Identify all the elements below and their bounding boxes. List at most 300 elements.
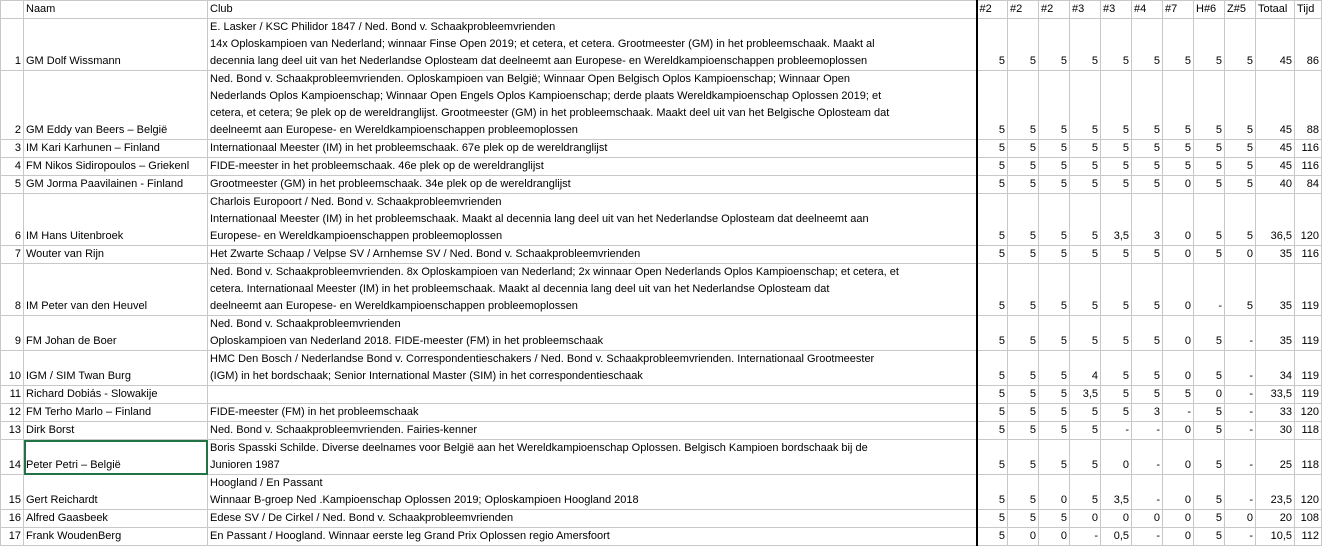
cell-score-round-5[interactable]: 5 <box>1101 351 1132 386</box>
cell-score-round-9[interactable]: - <box>1225 386 1256 404</box>
cell-score-round-2[interactable]: 5 <box>1008 158 1039 176</box>
cell-score-round-4[interactable]: 5 <box>1070 475 1101 510</box>
cell-score-round-6[interactable]: 3 <box>1132 404 1163 422</box>
table-row <box>1 440 1322 475</box>
cell-tijd[interactable]: 84 <box>1295 176 1322 194</box>
cell-score-round-4[interactable]: 5 <box>1070 422 1101 440</box>
table-row <box>1 176 1322 194</box>
header-club[interactable]: Club <box>208 1 977 19</box>
cell-score-round-8[interactable]: 5 <box>1194 19 1225 71</box>
cell-totaal[interactable]: 25 <box>1256 440 1295 475</box>
cell-tijd[interactable]: 116 <box>1295 246 1322 264</box>
table-row <box>1 510 1322 528</box>
cell-score-round-2[interactable]: 5 <box>1008 510 1039 528</box>
table-row <box>1 386 1322 404</box>
cell-club[interactable] <box>208 316 977 351</box>
cell-score-round-4[interactable]: 5 <box>1070 19 1101 71</box>
cell-rank[interactable]: 11 <box>1 386 24 404</box>
cell-club[interactable] <box>208 528 977 546</box>
cell-score-round-9[interactable]: - <box>1225 404 1256 422</box>
cell-score-round-7[interactable]: 5 <box>1163 140 1194 158</box>
club-line: deelneemt aan Europese- en Wereldkampioenschappen probleemoplossen <box>210 300 578 312</box>
cell-score-round-4[interactable]: 5 <box>1070 71 1101 140</box>
cell-score-round-2[interactable]: 5 <box>1008 246 1039 264</box>
cell-score-round-1[interactable]: 5 <box>977 158 1008 176</box>
cell-tijd[interactable]: 118 <box>1295 422 1322 440</box>
cell-naam[interactable]: FM Johan de Boer <box>24 316 208 351</box>
cell-score-round-5[interactable]: 5 <box>1101 246 1132 264</box>
cell-score-round-3[interactable]: 5 <box>1039 246 1070 264</box>
club-line: Boris Spasski Schilde. Diverse deelnames voor België aan het Wereldkampioenschap Oplossen. Belgisch Kampioen bordschaak bij de <box>210 442 868 454</box>
table-row <box>1 71 1322 140</box>
cell-tijd[interactable]: 119 <box>1295 386 1322 404</box>
cell-score-round-9[interactable]: 0 <box>1225 510 1256 528</box>
header-round-6[interactable]: #4 <box>1132 1 1163 19</box>
cell-totaal[interactable]: 45 <box>1256 19 1295 71</box>
cell-score-round-6[interactable]: - <box>1132 528 1163 546</box>
cell-score-round-7[interactable]: 5 <box>1163 158 1194 176</box>
cell-tijd[interactable]: 88 <box>1295 71 1322 140</box>
cell-score-round-1[interactable]: 5 <box>977 404 1008 422</box>
cell-naam[interactable]: IM Hans Uitenbroek <box>24 194 208 246</box>
cell-score-round-8[interactable]: 5 <box>1194 176 1225 194</box>
cell-score-round-7[interactable]: 0 <box>1163 316 1194 351</box>
cell-score-round-2[interactable]: 5 <box>1008 386 1039 404</box>
cell-score-round-5[interactable]: 0 <box>1101 510 1132 528</box>
cell-tijd[interactable]: 119 <box>1295 316 1322 351</box>
club-line: Ned. Bond v. Schaakprobleemvrienden. Oploskampioen van België; Winnaar Open Belgisch Oplos Kampioenschap; Winnaar Open <box>210 73 850 85</box>
cell-score-round-5[interactable]: - <box>1101 422 1132 440</box>
table-row <box>1 264 1322 316</box>
club-line: decennia lang deel uit van het Nederlandse Oplosteam dat deelneemt aan Europese- en Wereldkampioenschappen probleemoplossen <box>210 55 868 67</box>
cell-score-round-1[interactable]: 5 <box>977 475 1008 510</box>
cell-score-round-2[interactable]: 0 <box>1008 528 1039 546</box>
cell-club[interactable] <box>208 140 977 158</box>
header-rownum[interactable] <box>1 1 24 19</box>
cell-rank[interactable]: 5 <box>1 176 24 194</box>
cell-score-round-8[interactable]: 5 <box>1194 246 1225 264</box>
club-line: Junioren 1987 <box>210 459 280 471</box>
cell-score-round-5[interactable]: 5 <box>1101 386 1132 404</box>
cell-score-round-7[interactable]: 5 <box>1163 386 1194 404</box>
cell-score-round-8[interactable]: 5 <box>1194 422 1225 440</box>
cell-rank[interactable]: 13 <box>1 422 24 440</box>
cell-score-round-1[interactable]: 5 <box>977 316 1008 351</box>
cell-totaal[interactable]: 33,5 <box>1256 386 1295 404</box>
cell-score-round-6[interactable]: 5 <box>1132 351 1163 386</box>
cell-score-round-4[interactable]: 4 <box>1070 351 1101 386</box>
cell-score-round-7[interactable]: 0 <box>1163 264 1194 316</box>
cell-totaal[interactable]: 45 <box>1256 140 1295 158</box>
cell-tijd[interactable]: 119 <box>1295 351 1322 386</box>
header-totaal[interactable]: Totaal <box>1256 1 1295 19</box>
cell-score-round-5[interactable]: 5 <box>1101 158 1132 176</box>
cell-totaal[interactable]: 23,5 <box>1256 475 1295 510</box>
table-row <box>1 158 1322 176</box>
cell-tijd[interactable]: 118 <box>1295 440 1322 475</box>
table-row <box>1 404 1322 422</box>
table-row <box>1 475 1322 510</box>
cell-score-round-5[interactable]: 3,5 <box>1101 194 1132 246</box>
table-row <box>1 422 1322 440</box>
cell-naam[interactable]: Gert Reichardt <box>24 475 208 510</box>
cell-score-round-3[interactable]: 5 <box>1039 351 1070 386</box>
cell-tijd[interactable]: 108 <box>1295 510 1322 528</box>
cell-score-round-5[interactable]: 0,5 <box>1101 528 1132 546</box>
cell-score-round-2[interactable]: 5 <box>1008 140 1039 158</box>
cell-score-round-9[interactable]: 5 <box>1225 264 1256 316</box>
cell-naam[interactable]: Frank WoudenBerg <box>24 528 208 546</box>
cell-score-round-9[interactable]: - <box>1225 440 1256 475</box>
cell-totaal[interactable]: 20 <box>1256 510 1295 528</box>
cell-score-round-5[interactable]: 5 <box>1101 316 1132 351</box>
cell-score-round-7[interactable]: 0 <box>1163 351 1194 386</box>
cell-rank[interactable]: 12 <box>1 404 24 422</box>
cell-tijd[interactable]: 86 <box>1295 19 1322 71</box>
cell-score-round-1[interactable]: 5 <box>977 71 1008 140</box>
cell-score-round-1[interactable]: 5 <box>977 440 1008 475</box>
cell-rank[interactable]: 7 <box>1 246 24 264</box>
cell-naam[interactable]: Richard Dobiás - Slowakije <box>24 386 208 404</box>
cell-score-round-5[interactable]: 3,5 <box>1101 475 1132 510</box>
cell-score-round-3[interactable]: 5 <box>1039 71 1070 140</box>
cell-totaal[interactable]: 40 <box>1256 176 1295 194</box>
cell-score-round-2[interactable]: 5 <box>1008 71 1039 140</box>
club-line: cetera, et cetera; 9e plek op de wereldranglijst. Grootmeester (GM) in het probleemschaak. Maakt deel uit van het Belgische Oplosteam dat <box>210 107 890 119</box>
cell-club[interactable] <box>208 510 977 528</box>
cell-totaal[interactable]: 45 <box>1256 71 1295 140</box>
cell-score-round-6[interactable]: - <box>1132 440 1163 475</box>
cell-score-round-9[interactable]: - <box>1225 351 1256 386</box>
cell-score-round-6[interactable]: 5 <box>1132 176 1163 194</box>
table-row <box>1 246 1322 264</box>
table-row <box>1 528 1322 546</box>
cell-score-round-4[interactable]: 5 <box>1070 404 1101 422</box>
cell-rank[interactable]: 16 <box>1 510 24 528</box>
cell-score-round-2[interactable]: 5 <box>1008 176 1039 194</box>
cell-naam[interactable]: GM Jorma Paavilainen - Finland <box>24 176 208 194</box>
cell-tijd[interactable]: 112 <box>1295 528 1322 546</box>
cell-score-round-3[interactable]: 0 <box>1039 528 1070 546</box>
cell-score-round-7[interactable]: 0 <box>1163 176 1194 194</box>
cell-score-round-3[interactable]: 5 <box>1039 510 1070 528</box>
club-line: FIDE-meester (FM) in het probleemschaak <box>210 406 419 418</box>
cell-score-round-4[interactable]: 5 <box>1070 194 1101 246</box>
cell-score-round-6[interactable]: 5 <box>1132 316 1163 351</box>
cell-rank[interactable]: 8 <box>1 264 24 316</box>
cell-score-round-9[interactable]: - <box>1225 422 1256 440</box>
cell-score-round-6[interactable]: 5 <box>1132 19 1163 71</box>
cell-score-round-4[interactable]: 5 <box>1070 176 1101 194</box>
cell-rank[interactable]: 6 <box>1 194 24 246</box>
cell-score-round-4[interactable]: 3,5 <box>1070 386 1101 404</box>
cell-rank[interactable]: 14 <box>1 440 24 475</box>
club-line: Het Zwarte Schaap / Velpse SV / Arnhemse SV / Ned. Bond v. Schaakprobleemvrienden <box>210 248 641 260</box>
cell-tijd[interactable]: 116 <box>1295 140 1322 158</box>
cell-score-round-5[interactable]: 0 <box>1101 440 1132 475</box>
cell-score-round-4[interactable]: 0 <box>1070 510 1101 528</box>
cell-score-round-4[interactable]: 5 <box>1070 264 1101 316</box>
cell-score-round-3[interactable]: 5 <box>1039 316 1070 351</box>
club-line: Oploskampioen van Nederland 2018. FIDE-meester (FM) in het probleemschaak <box>210 335 604 347</box>
cell-naam[interactable]: IM Peter van den Heuvel <box>24 264 208 316</box>
cell-score-round-6[interactable]: - <box>1132 475 1163 510</box>
club-line: Ned. Bond v. Schaakprobleemvrienden. Fairies-kenner <box>210 424 477 436</box>
cell-score-round-7[interactable]: 5 <box>1163 19 1194 71</box>
cell-score-round-7[interactable]: 0 <box>1163 510 1194 528</box>
cell-score-round-1[interactable]: 5 <box>977 528 1008 546</box>
cell-score-round-1[interactable]: 5 <box>977 140 1008 158</box>
cell-score-round-8[interactable]: 5 <box>1194 475 1225 510</box>
cell-rank[interactable]: 2 <box>1 71 24 140</box>
club-line: deelneemt aan Europese- en Wereldkampioenschappen probleemoplossen <box>210 124 578 136</box>
cell-score-round-7[interactable]: - <box>1163 404 1194 422</box>
cell-score-round-6[interactable]: 3 <box>1132 194 1163 246</box>
cell-score-round-8[interactable]: 5 <box>1194 71 1225 140</box>
cell-score-round-9[interactable]: 0 <box>1225 246 1256 264</box>
club-line: Charlois Europoort / Ned. Bond v. Schaakprobleemvrienden <box>210 196 502 208</box>
cell-score-round-1[interactable]: 5 <box>977 246 1008 264</box>
cell-score-round-3[interactable]: 5 <box>1039 158 1070 176</box>
cell-naam[interactable]: GM Dolf Wissmann <box>24 19 208 71</box>
table-row <box>1 194 1322 246</box>
cell-rank[interactable]: 17 <box>1 528 24 546</box>
cell-club[interactable] <box>208 351 977 386</box>
cell-club[interactable] <box>208 386 977 404</box>
cell-rank[interactable]: 4 <box>1 158 24 176</box>
club-line: E. Lasker / KSC Philidor 1847 / Ned. Bond v. Schaakprobleemvrienden <box>210 21 556 33</box>
cell-score-round-7[interactable]: 0 <box>1163 440 1194 475</box>
cell-score-round-3[interactable]: 5 <box>1039 19 1070 71</box>
cell-score-round-2[interactable]: 5 <box>1008 19 1039 71</box>
club-line: Nederlands Oplos Kampioenschap; Winnaar Open Engels Oplos Kampioenschap; derde plaats Wereldkampioenschap Oplossen 2019; et <box>210 90 882 102</box>
cell-score-round-4[interactable]: 5 <box>1070 246 1101 264</box>
cell-score-round-1[interactable]: 5 <box>977 351 1008 386</box>
cell-score-round-8[interactable]: 5 <box>1194 158 1225 176</box>
cell-score-round-7[interactable]: 0 <box>1163 422 1194 440</box>
cell-score-round-8[interactable]: 5 <box>1194 316 1225 351</box>
cell-score-round-3[interactable]: 5 <box>1039 194 1070 246</box>
cell-score-round-1[interactable]: 5 <box>977 386 1008 404</box>
cell-totaal[interactable]: 35 <box>1256 246 1295 264</box>
cell-score-round-9[interactable]: 5 <box>1225 140 1256 158</box>
cell-totaal[interactable]: 10,5 <box>1256 528 1295 546</box>
cell-score-round-8[interactable]: 5 <box>1194 194 1225 246</box>
cell-score-round-7[interactable]: 0 <box>1163 528 1194 546</box>
table-row <box>1 19 1322 71</box>
cell-score-round-7[interactable]: 0 <box>1163 246 1194 264</box>
cell-score-round-4[interactable]: - <box>1070 528 1101 546</box>
cell-score-round-1[interactable]: 5 <box>977 510 1008 528</box>
cell-score-round-9[interactable]: - <box>1225 528 1256 546</box>
cell-score-round-7[interactable]: 0 <box>1163 194 1194 246</box>
club-line: Edese SV / De Cirkel / Ned. Bond v. Schaakprobleemvrienden <box>210 512 514 524</box>
cell-score-round-8[interactable]: 5 <box>1194 440 1225 475</box>
cell-totaal[interactable]: 34 <box>1256 351 1295 386</box>
cell-naam[interactable]: FM Nikos Sidiropoulos – Griekenl <box>24 158 208 176</box>
cell-score-round-5[interactable]: 5 <box>1101 176 1132 194</box>
club-line: Winnaar B-groep Ned .Kampioenschap Oplossen 2019; Oploskampioen Hoogland 2018 <box>210 494 639 506</box>
cell-score-round-9[interactable]: - <box>1225 316 1256 351</box>
cell-score-round-5[interactable]: 5 <box>1101 19 1132 71</box>
cell-score-round-8[interactable]: - <box>1194 264 1225 316</box>
cell-score-round-6[interactable]: 5 <box>1132 386 1163 404</box>
cell-score-round-7[interactable]: 0 <box>1163 475 1194 510</box>
cell-score-round-8[interactable]: 0 <box>1194 386 1225 404</box>
cell-score-round-2[interactable]: 5 <box>1008 316 1039 351</box>
cell-tijd[interactable]: 120 <box>1295 475 1322 510</box>
cell-totaal[interactable]: 36,5 <box>1256 194 1295 246</box>
cell-score-round-2[interactable]: 5 <box>1008 440 1039 475</box>
cell-score-round-5[interactable]: 5 <box>1101 140 1132 158</box>
table-row <box>1 316 1322 351</box>
club-line: 14x Oploskampioen van Nederland; winnaar Finse Open 2019; et cetera, et cetera. Grootmeester (GM) in het probleemschaak. Maakt al <box>210 38 875 50</box>
cell-club[interactable] <box>208 264 977 316</box>
club-line: (IGM) in het bordschaak; Senior International Master (SIM) in het correspondentieschaak <box>210 370 643 382</box>
cell-tijd[interactable]: 116 <box>1295 158 1322 176</box>
club-line: Grootmeester (GM) in het probleemschaak. 34e plek op de wereldranglijst <box>210 178 571 190</box>
cell-score-round-2[interactable]: 5 <box>1008 475 1039 510</box>
cell-club[interactable] <box>208 71 977 140</box>
cell-rank[interactable]: 1 <box>1 19 24 71</box>
cell-naam[interactable]: FM Terho Marlo – Finland <box>24 404 208 422</box>
cell-score-round-1[interactable]: 5 <box>977 422 1008 440</box>
cell-score-round-5[interactable]: 5 <box>1101 404 1132 422</box>
cell-club[interactable] <box>208 194 977 246</box>
cell-club[interactable] <box>208 404 977 422</box>
cell-score-round-1[interactable]: 5 <box>977 176 1008 194</box>
club-line: Ned. Bond v. Schaakprobleemvrienden <box>210 318 401 330</box>
cell-score-round-4[interactable]: 5 <box>1070 316 1101 351</box>
cell-score-round-1[interactable]: 5 <box>977 194 1008 246</box>
cell-totaal[interactable]: 33 <box>1256 404 1295 422</box>
header-round-9[interactable]: Z#5 <box>1225 1 1256 19</box>
cell-score-round-2[interactable]: 5 <box>1008 422 1039 440</box>
cell-score-round-8[interactable]: 5 <box>1194 351 1225 386</box>
cell-score-round-3[interactable]: 5 <box>1039 422 1070 440</box>
cell-score-round-7[interactable]: 5 <box>1163 71 1194 140</box>
cell-score-round-4[interactable]: 5 <box>1070 140 1101 158</box>
cell-naam[interactable]: IGM / SIM Twan Burg <box>24 351 208 386</box>
cell-score-round-9[interactable]: 5 <box>1225 176 1256 194</box>
header-round-1[interactable]: #2 <box>977 1 1008 19</box>
cell-club[interactable] <box>208 176 977 194</box>
cell-score-round-6[interactable]: 5 <box>1132 140 1163 158</box>
cell-club[interactable] <box>208 475 977 510</box>
cell-score-round-3[interactable]: 5 <box>1039 140 1070 158</box>
cell-rank[interactable]: 15 <box>1 475 24 510</box>
cell-tijd[interactable]: 120 <box>1295 194 1322 246</box>
cell-score-round-8[interactable]: 5 <box>1194 404 1225 422</box>
cell-score-round-2[interactable]: 5 <box>1008 264 1039 316</box>
cell-naam[interactable]: Alfred Gaasbeek <box>24 510 208 528</box>
table-row <box>1 351 1322 386</box>
cell-score-round-1[interactable]: 5 <box>977 19 1008 71</box>
header-round-3[interactable]: #2 <box>1039 1 1070 19</box>
cell-score-round-9[interactable]: 5 <box>1225 194 1256 246</box>
cell-score-round-3[interactable]: 5 <box>1039 264 1070 316</box>
header-round-2[interactable]: #2 <box>1008 1 1039 19</box>
cell-totaal[interactable]: 45 <box>1256 158 1295 176</box>
cell-score-round-8[interactable]: 5 <box>1194 528 1225 546</box>
club-line: Internationaal Meester (IM) in het probleemschaak. Maakt al decennia lang deel uit van het Nederlandse Oplosteam dat deelneemt aan <box>210 213 869 225</box>
cell-score-round-4[interactable]: 5 <box>1070 440 1101 475</box>
header-round-5[interactable]: #3 <box>1101 1 1132 19</box>
club-line: cetera. Internationaal Meester (IM) in het probleemschaak. Maakt al decennia lang deel uit van het Nederlandse Oplosteam dat <box>210 283 830 295</box>
cell-score-round-9[interactable]: - <box>1225 475 1256 510</box>
header-round-7[interactable]: #7 <box>1163 1 1194 19</box>
header-round-4[interactable]: #3 <box>1070 1 1101 19</box>
cell-score-round-6[interactable]: 0 <box>1132 510 1163 528</box>
cell-naam[interactable]: IM Kari Karhunen – Finland <box>24 140 208 158</box>
club-line <box>210 386 974 403</box>
cell-score-round-8[interactable]: 5 <box>1194 140 1225 158</box>
cell-score-round-6[interactable]: - <box>1132 422 1163 440</box>
club-line: En Passant / Hoogland. Winnaar eerste leg Grand Prix Oplossen regio Amersfoort <box>210 530 610 542</box>
cell-score-round-2[interactable]: 5 <box>1008 351 1039 386</box>
cell-score-round-6[interactable]: 5 <box>1132 246 1163 264</box>
cell-score-round-6[interactable]: 5 <box>1132 71 1163 140</box>
table-row <box>1 140 1322 158</box>
cell-score-round-9[interactable]: 5 <box>1225 71 1256 140</box>
club-line: FIDE-meester in het probleemschaak. 46e plek op de wereldranglijst <box>210 160 544 172</box>
cell-totaal[interactable]: 30 <box>1256 422 1295 440</box>
cell-score-round-3[interactable]: 5 <box>1039 440 1070 475</box>
cell-score-round-6[interactable]: 5 <box>1132 264 1163 316</box>
cell-naam[interactable]: Wouter van Rijn <box>24 246 208 264</box>
cell-score-round-9[interactable]: 5 <box>1225 19 1256 71</box>
cell-club[interactable] <box>208 422 977 440</box>
cell-rank[interactable]: 10 <box>1 351 24 386</box>
cell-score-round-3[interactable]: 5 <box>1039 176 1070 194</box>
cell-score-round-3[interactable]: 5 <box>1039 386 1070 404</box>
club-line: HMC Den Bosch / Nederlandse Bond v. Correspondentieschakers / Ned. Bond v. Schaakprobleemvrienden. Internationaal Grootmeester <box>210 353 875 365</box>
cell-naam[interactable]: Peter Petri – België <box>24 440 208 475</box>
cell-score-round-8[interactable]: 5 <box>1194 510 1225 528</box>
cell-naam[interactable]: GM Eddy van Beers – België <box>24 71 208 140</box>
cell-rank[interactable]: 9 <box>1 316 24 351</box>
cell-score-round-2[interactable]: 5 <box>1008 194 1039 246</box>
cell-totaal[interactable]: 35 <box>1256 316 1295 351</box>
cell-club[interactable] <box>208 246 977 264</box>
cell-tijd[interactable]: 120 <box>1295 404 1322 422</box>
header-row <box>1 1 1322 19</box>
cell-score-round-5[interactable]: 5 <box>1101 264 1132 316</box>
cell-club[interactable] <box>208 19 977 71</box>
club-line: Europese- en Wereldkampioenschappen probleemoplossen <box>210 230 503 242</box>
club-line: Internationaal Meester (IM) in het probleemschaak. 67e plek op de wereldranglijst <box>210 142 608 154</box>
cell-score-round-3[interactable]: 5 <box>1039 404 1070 422</box>
cell-score-round-9[interactable]: 5 <box>1225 158 1256 176</box>
header-naam[interactable]: Naam <box>24 1 208 19</box>
club-line: Hoogland / En Passant <box>210 477 323 489</box>
cell-score-round-1[interactable]: 5 <box>977 264 1008 316</box>
cell-totaal[interactable]: 35 <box>1256 264 1295 316</box>
cell-tijd[interactable]: 119 <box>1295 264 1322 316</box>
header-tijd[interactable]: Tijd <box>1295 1 1322 19</box>
cell-rank[interactable]: 3 <box>1 140 24 158</box>
header-round-8[interactable]: H#6 <box>1194 1 1225 19</box>
cell-score-round-6[interactable]: 5 <box>1132 158 1163 176</box>
cell-naam[interactable]: Dirk Borst <box>24 422 208 440</box>
cell-club[interactable] <box>208 440 977 475</box>
cell-score-round-4[interactable]: 5 <box>1070 158 1101 176</box>
cell-score-round-3[interactable]: 0 <box>1039 475 1070 510</box>
cell-club[interactable] <box>208 158 977 176</box>
cell-score-round-2[interactable]: 5 <box>1008 404 1039 422</box>
club-line: Ned. Bond v. Schaakprobleemvrienden. 8x Oploskampioen van Nederland; 2x winnaar Open Nederlands Oplos Kampioenschap; et cetera, et <box>210 266 899 278</box>
cell-score-round-5[interactable]: 5 <box>1101 71 1132 140</box>
